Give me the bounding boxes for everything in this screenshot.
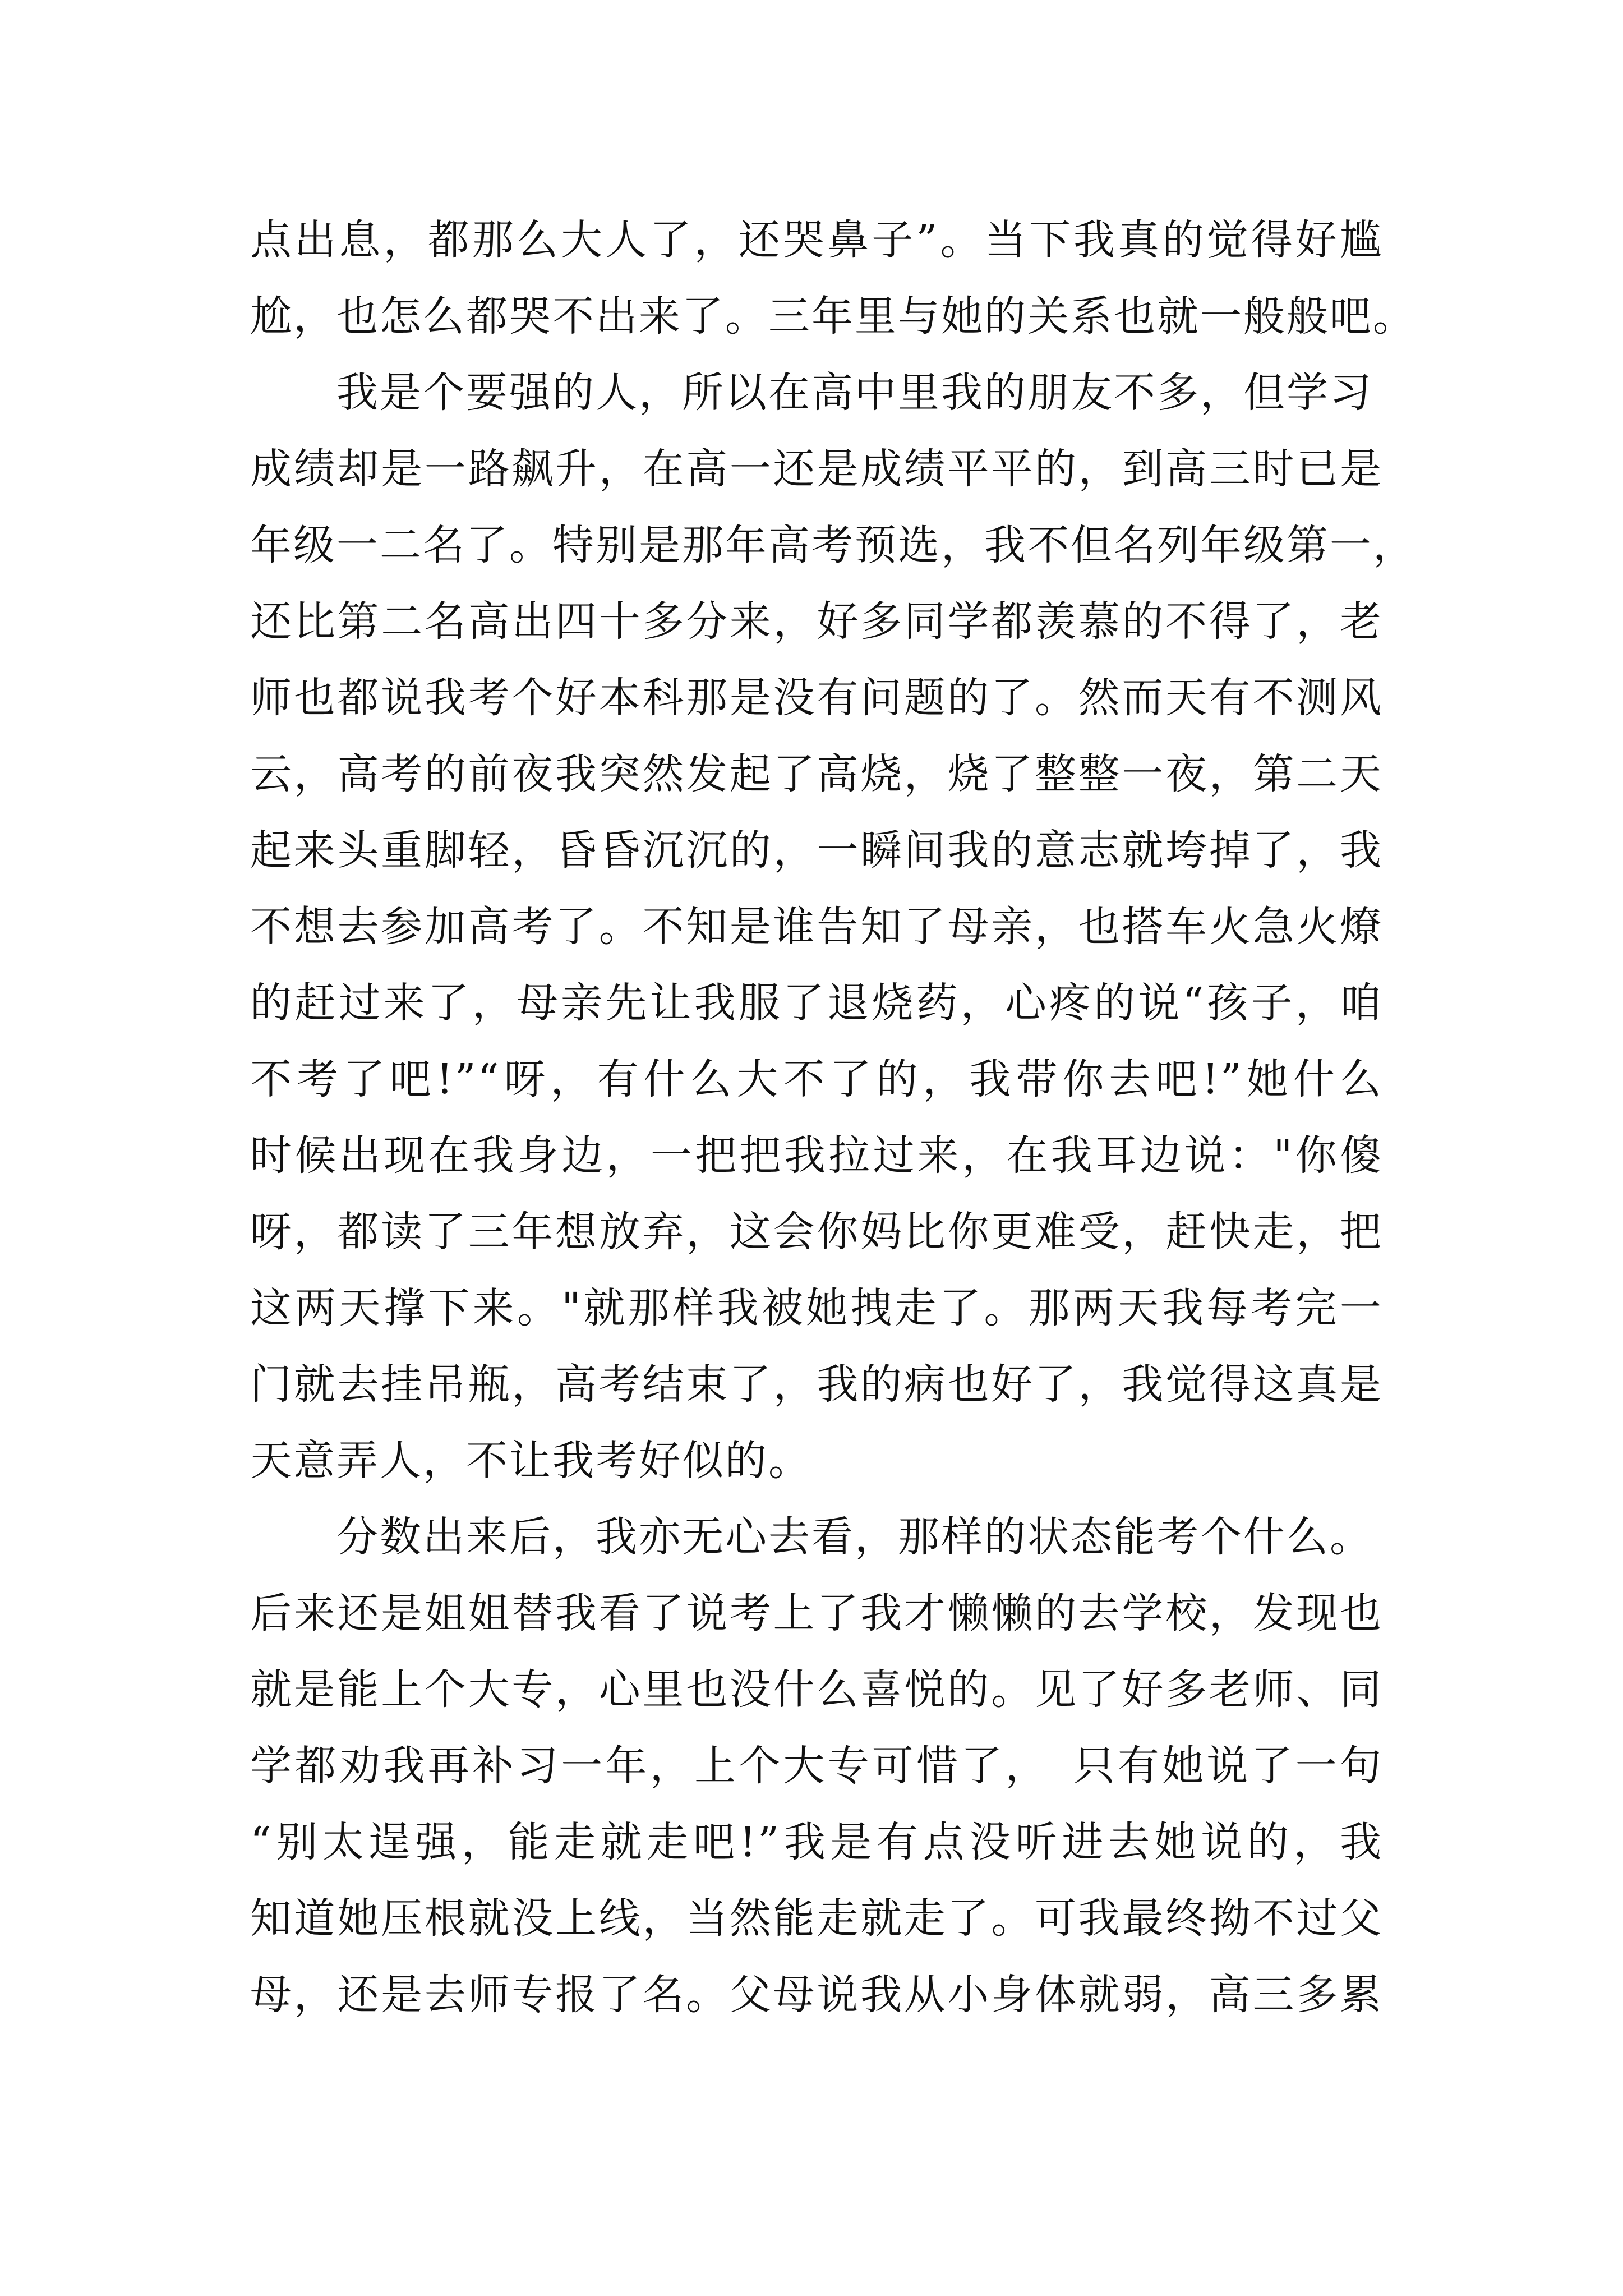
text-line: 知道她压根就没上线，当然能走就走了。可我最终拗不过父 [250, 1894, 1383, 1943]
text-line: 分数出来后，我亦无心去看，那样的状态能考个什么。 [250, 1513, 1373, 1561]
text-line: 门就去挂吊瓶，高考结束了，我的病也好了，我觉得这真是 [250, 1360, 1383, 1409]
text-line: 尬，也怎么都哭不出来了。三年里与她的关系也就一般般吧。 [250, 292, 1416, 341]
text-line: 年级一二名了。特别是那年高考预选，我不但名列年级第一， [250, 521, 1416, 569]
text-line: 云，高考的前夜我突然发起了高烧，烧了整整一夜，第二天 [250, 750, 1383, 798]
text-line: 师也都说我考个好本科那是没有问题的了。然而天有不测风 [250, 674, 1383, 722]
document-body [250, 202, 1416, 2033]
text-line: 成绩却是一路飙升，在高一还是成绩平平的，到高三时已是 [250, 445, 1383, 493]
text-line: 还比第二名高出四十多分来，好多同学都羡慕的不得了，老 [250, 597, 1383, 646]
text-line: 点出息，都那么大人了，还哭鼻子”。当下我真的觉得好尴 [250, 216, 1383, 264]
text-line: 后来还是姐姐替我看了说考上了我才懒懒的去学校，发现也 [250, 1589, 1383, 1637]
text-line: 就是能上个大专，心里也没什么喜悦的。见了好多老师、同 [250, 1665, 1383, 1714]
text-line: 时候出现在我身边，一把把我拉过来，在我耳边说："你傻 [250, 1131, 1383, 1180]
text-line: 不考了吧!”“呀，有什么大不了的，我带你去吧!”她什么 [250, 1055, 1383, 1103]
text-line: “别太逞强，能走就走吧!”我是有点没听进去她说的，我 [250, 1818, 1383, 1866]
text-line: 不想去参加高考了。不知是谁告知了母亲，也搭车火急火燎 [250, 903, 1383, 951]
paragraph [250, 355, 1416, 1499]
text-line: 这两天撑下来。"就那样我被她拽走了。那两天我每考完一 [250, 1284, 1383, 1332]
paragraph [250, 202, 1416, 355]
text-line: 起来头重脚轻，昏昏沉沉的，一瞬间我的意志就垮掉了，我 [250, 826, 1383, 875]
text-line: 母，还是去师专报了名。父母说我从小身体就弱，高三多累 [250, 1971, 1383, 2019]
text-line: 学都劝我再补习一年，上个大专可惜了， 只有她说了一句 [250, 1742, 1383, 1790]
text-line: 的赶过来了，母亲先让我服了退烧药，心疼的说“孩子，咱 [250, 979, 1383, 1027]
paragraph [250, 1499, 1383, 2033]
text-line: 我是个要强的人，所以在高中里我的朋友不多，但学习 [250, 369, 1373, 417]
text-line: 天意弄人，不让我考好似的。 [250, 1437, 811, 1485]
text-line: 呀，都读了三年想放弃，这会你妈比你更难受，赶快走，把 [250, 1208, 1383, 1256]
